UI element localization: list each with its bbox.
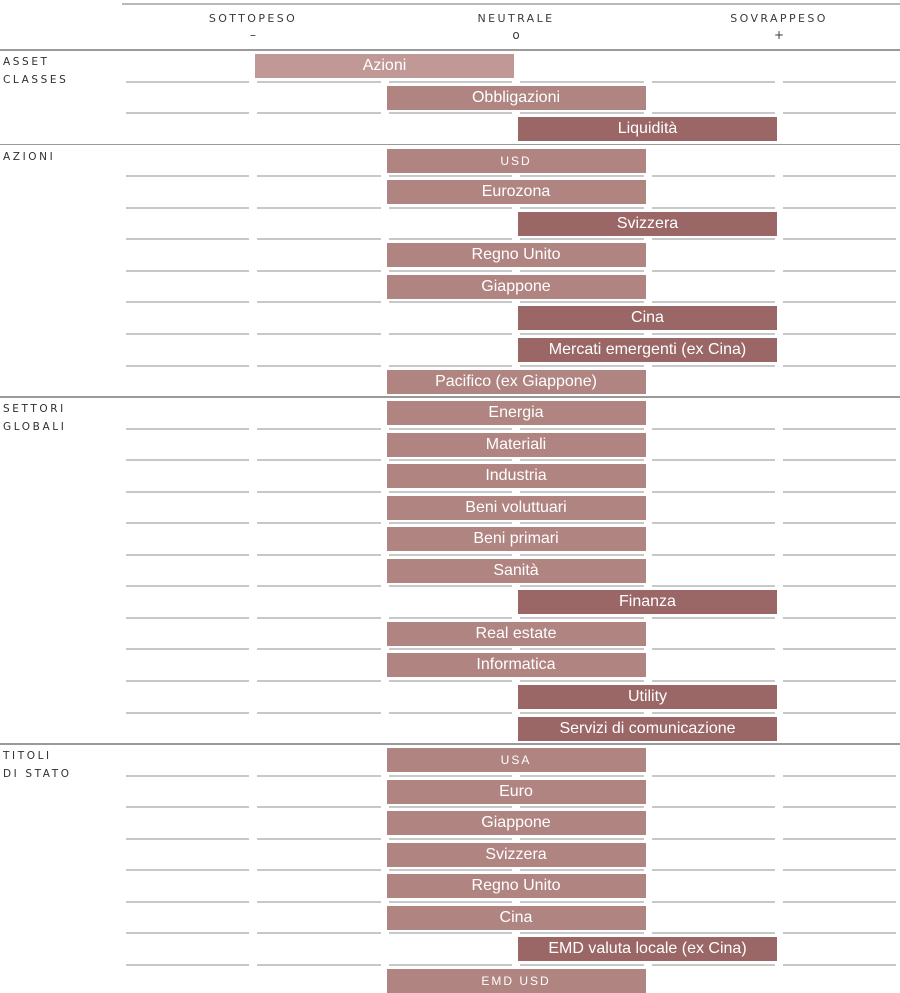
grid-line: [257, 648, 381, 650]
grid-line: [389, 301, 512, 303]
grid-line: [257, 522, 381, 524]
bar: EMD USD: [387, 969, 646, 993]
grid-line: [652, 775, 775, 777]
grid-line: [520, 238, 644, 240]
grid-line: [783, 648, 896, 650]
grid-line: [520, 617, 644, 619]
bar: Servizi di comunicazione: [518, 717, 777, 741]
grid-line: [126, 238, 249, 240]
grid-line: [652, 712, 775, 714]
grid-line: [520, 775, 644, 777]
bar: EMD valuta locale (ex Cina): [518, 937, 777, 961]
grid-line: [520, 964, 644, 966]
grid-line: [389, 901, 512, 903]
grid-line: [257, 806, 381, 808]
grid-line: [257, 112, 381, 114]
grid-line: [783, 964, 896, 966]
grid-line: [520, 554, 644, 556]
grid-line: [389, 932, 512, 934]
grid-line: [520, 932, 644, 934]
grid-line: [652, 207, 775, 209]
grid-line: [652, 365, 775, 367]
bar: USA: [387, 748, 646, 772]
grid-line: [126, 901, 249, 903]
grid-line: [126, 648, 249, 650]
bar: Industria: [387, 464, 646, 488]
grid-line: [783, 301, 896, 303]
grid-line: [257, 838, 381, 840]
grid-line: [389, 806, 512, 808]
grid-line: [257, 428, 381, 430]
grid-line: [783, 775, 896, 777]
grid-line: [520, 838, 644, 840]
grid-line: [389, 81, 512, 83]
grid-line: [126, 869, 249, 871]
group-label: SETTORI GLOBALI: [3, 403, 67, 434]
grid-line: [257, 459, 381, 461]
grid-line: [652, 838, 775, 840]
grid-line: [652, 238, 775, 240]
grid-line: [652, 932, 775, 934]
bar: USD: [387, 149, 646, 173]
bar: Cina: [518, 306, 777, 330]
group-label: AZIONI: [3, 150, 56, 163]
grid-line: [257, 301, 381, 303]
grid-line: [257, 238, 381, 240]
grid-line: [783, 617, 896, 619]
bar: Svizzera: [387, 843, 646, 867]
grid-line: [652, 554, 775, 556]
grid-line: [783, 806, 896, 808]
grid-line: [257, 81, 381, 83]
grid-line: [389, 585, 512, 587]
grid-line: [257, 270, 381, 272]
bar: Utility: [518, 685, 777, 709]
group-rule: [0, 49, 900, 51]
grid-line: [126, 81, 249, 83]
grid-line: [520, 806, 644, 808]
grid-line: [520, 901, 644, 903]
bar: Obbligazioni: [387, 86, 646, 110]
header-neutral-symbol: o: [512, 28, 520, 42]
grid-line: [126, 585, 249, 587]
bar: Finanza: [518, 590, 777, 614]
top-rule: [122, 3, 900, 5]
grid-line: [257, 491, 381, 493]
bar: Materiali: [387, 433, 646, 457]
grid-line: [389, 112, 512, 114]
grid-line: [257, 365, 381, 367]
grid-line: [126, 270, 249, 272]
grid-line: [520, 365, 644, 367]
bar: Sanità: [387, 559, 646, 583]
grid-line: [389, 459, 512, 461]
grid-line: [389, 175, 512, 177]
grid-line: [783, 869, 896, 871]
grid-line: [389, 554, 512, 556]
grid-line: [652, 333, 775, 335]
grid-line: [257, 680, 381, 682]
grid-line: [389, 838, 512, 840]
grid-line: [257, 901, 381, 903]
grid-line: [520, 175, 644, 177]
bar: Giappone: [387, 811, 646, 835]
grid-line: [257, 333, 381, 335]
grid-line: [389, 207, 512, 209]
grid-line: [520, 522, 644, 524]
grid-line: [783, 333, 896, 335]
bar: Cina: [387, 906, 646, 930]
grid-line: [257, 585, 381, 587]
grid-line: [783, 554, 896, 556]
grid-line: [652, 806, 775, 808]
grid-line: [126, 301, 249, 303]
header-overweight: [714, 12, 844, 42]
grid-line: [126, 333, 249, 335]
grid-line: [520, 428, 644, 430]
grid-line: [126, 207, 249, 209]
grid-line: [389, 964, 512, 966]
grid-line: [652, 301, 775, 303]
header-neutral-label: NEUTRALE: [477, 12, 555, 25]
header-neutral: [451, 12, 581, 42]
group-rule: [0, 396, 900, 398]
grid-line: [652, 112, 775, 114]
grid-line: [257, 617, 381, 619]
grid-line: [389, 238, 512, 240]
grid-line: [520, 301, 644, 303]
grid-line: [652, 270, 775, 272]
grid-line: [126, 617, 249, 619]
group-rule: [0, 743, 900, 745]
grid-line: [783, 901, 896, 903]
grid-line: [783, 680, 896, 682]
grid-line: [389, 648, 512, 650]
header-underweight-label: SOTTOPESO: [208, 12, 298, 25]
grid-line: [783, 838, 896, 840]
bar: Azioni: [255, 54, 514, 78]
grid-line: [389, 365, 512, 367]
grid-line: [520, 680, 644, 682]
grid-line: [652, 459, 775, 461]
grid-line: [520, 459, 644, 461]
header-overweight-label: SOVRAPPESO: [730, 12, 828, 25]
grid-line: [520, 112, 644, 114]
grid-line: [126, 806, 249, 808]
grid-line: [652, 585, 775, 587]
grid-line: [652, 648, 775, 650]
bar: Beni voluttuari: [387, 496, 646, 520]
group-label: TITOLI DI STATO: [3, 750, 72, 781]
grid-line: [126, 428, 249, 430]
grid-line: [126, 680, 249, 682]
grid-line: [126, 712, 249, 714]
grid-line: [652, 491, 775, 493]
grid-line: [652, 680, 775, 682]
bar: Pacifico (ex Giappone): [387, 370, 646, 394]
grid-line: [389, 680, 512, 682]
grid-line: [389, 333, 512, 335]
bar: Euro: [387, 780, 646, 804]
grid-line: [783, 175, 896, 177]
grid-line: [257, 554, 381, 556]
bar: Energia: [387, 401, 646, 425]
grid-line: [520, 869, 644, 871]
grid-line: [520, 333, 644, 335]
header-underweight: [188, 12, 318, 42]
grid-line: [126, 459, 249, 461]
grid-line: [126, 522, 249, 524]
grid-line: [520, 270, 644, 272]
bar: Giappone: [387, 275, 646, 299]
grid-line: [783, 585, 896, 587]
grid-line: [783, 365, 896, 367]
grid-line: [389, 428, 512, 430]
grid-line: [126, 491, 249, 493]
grid-line: [520, 81, 644, 83]
grid-line: [257, 775, 381, 777]
grid-line: [257, 932, 381, 934]
header-underweight-symbol: –: [250, 28, 256, 42]
grid-line: [520, 585, 644, 587]
grid-line: [783, 491, 896, 493]
grid-line: [783, 112, 896, 114]
grid-line: [257, 869, 381, 871]
grid-line: [126, 554, 249, 556]
grid-line: [257, 964, 381, 966]
bar: Liquidità: [518, 117, 777, 141]
grid-line: [783, 238, 896, 240]
grid-line: [520, 207, 644, 209]
bar: Beni primari: [387, 527, 646, 551]
grid-line: [652, 869, 775, 871]
grid-line: [783, 81, 896, 83]
header-overweight-symbol: +: [773, 28, 785, 42]
grid-line: [783, 270, 896, 272]
bar: Svizzera: [518, 212, 777, 236]
grid-line: [389, 712, 512, 714]
grid-line: [652, 522, 775, 524]
grid-line: [652, 964, 775, 966]
bar: Eurozona: [387, 180, 646, 204]
grid-line: [652, 901, 775, 903]
grid-line: [783, 932, 896, 934]
grid-line: [783, 428, 896, 430]
grid-line: [126, 932, 249, 934]
grid-line: [520, 491, 644, 493]
grid-line: [389, 270, 512, 272]
grid-line: [126, 838, 249, 840]
grid-line: [257, 207, 381, 209]
grid-line: [126, 775, 249, 777]
grid-line: [652, 81, 775, 83]
grid-line: [126, 175, 249, 177]
grid-line: [126, 964, 249, 966]
grid-line: [389, 491, 512, 493]
group-label: ASSET CLASSES: [3, 56, 69, 86]
bar: Regno Unito: [387, 243, 646, 267]
grid-line: [257, 712, 381, 714]
bar: Mercati emergenti (ex Cina): [518, 338, 777, 362]
grid-line: [783, 207, 896, 209]
grid-line: [652, 428, 775, 430]
grid-line: [389, 775, 512, 777]
grid-line: [783, 522, 896, 524]
grid-line: [520, 648, 644, 650]
grid-line: [520, 712, 644, 714]
grid-line: [652, 617, 775, 619]
grid-line: [126, 365, 249, 367]
grid-line: [389, 869, 512, 871]
grid-line: [389, 617, 512, 619]
bar: Regno Unito: [387, 874, 646, 898]
grid-line: [257, 175, 381, 177]
grid-line: [389, 522, 512, 524]
bar: Informatica: [387, 653, 646, 677]
grid-line: [783, 459, 896, 461]
grid-line: [652, 175, 775, 177]
bar: Real estate: [387, 622, 646, 646]
group-rule: [0, 144, 900, 146]
grid-line: [126, 112, 249, 114]
grid-line: [783, 712, 896, 714]
